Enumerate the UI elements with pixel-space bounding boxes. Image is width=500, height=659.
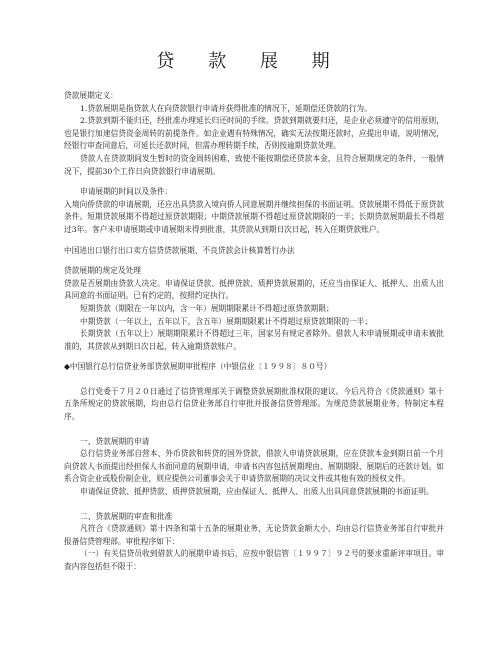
paragraph: 申请保证贷款、抵押贷款、质押贷款展期，应由保证人、抵押人、出质人出具同意贷款展期的书面证明。 — [80, 487, 434, 497]
paragraph: （一）有关信贷员收到借款人的展期申请书后，应按中银信管〔１９９７〕９２号的要求重新评审项目。审查内容包括但不限于： — [64, 549, 444, 571]
paragraph: 短期贷款（期限在一年以内，含一年）展期期限累计不得超过原贷款期限； — [80, 303, 334, 313]
section-heading: 贷款展期定义： — [64, 91, 118, 100]
paragraph: 凡符合《贷款通则》第十四条和第十五条的展期业务，无论贷款金额大小，均由总行信贷业务部自行审批并报备信贷管理部。审批程序如下： — [64, 524, 444, 546]
paragraph: 1.贷款展期是指贷款人在向贷款银行申请并获得批准的情况下，延期偿还贷款的行为。 — [80, 103, 372, 113]
section-heading: 申请展期的时间以及条件： — [80, 187, 173, 197]
document-title: 贷 款 展 期 — [156, 51, 344, 72]
procedure-title: ◆中国银行总行信贷业务部贷款展期审批程序（中银信业〔１９９８〕８０号） — [64, 362, 332, 372]
paragraph: 长期贷款（五年以上）展期期限累计不得超过三年，国家另有规定者除外。借款人未申请展期或申请未被批准的，其贷款从到期日次日起，转入逾期贷款账户。 — [64, 329, 444, 351]
paragraph: 2.贷款到期不能归还，经批准办理延长归还时间的手续。贷款到期就要归还，是企业必须遵守的信用原则，也是银行加速信贷资金周转的前提条件。如企业遇有特殊情况，确实无法按期还款时，应提出申请，说明情况，经银行审查同意后，可延长还款时间，但需办理转期手续，否则按逾期贷款处理。 — [64, 116, 444, 151]
paragraph: 中期贷款（一年以上，五年以下，含五年）展期期限累计不得超过原贷款期限的一半； — [80, 316, 373, 326]
section-heading: 贷款展期的规定及处理 — [64, 266, 141, 276]
paragraph: 贷款人在贷款期间发生暂时的资金周转困难，致使不能按期偿还贷款本金，且符合展期规定的条件，一般情况下，提前30个工作日向贷款银行申请展期。 — [64, 153, 444, 176]
paragraph: 贷款是否展期由贷款人决定。申请保证贷款、抵押贷款、质押贷款展期的，还应当由保证人、抵押人、出质人出具同意的书面证明。已有约定的，按照约定执行。 — [64, 278, 444, 301]
section-heading: 一、贷款展期的申请 — [80, 436, 150, 446]
section-heading: 二、贷款展期的审查和批准 — [80, 511, 173, 521]
paragraph: 入境向侨贷款的申请展期，还应出具贷款入境向侨人同意展期并继续担保的书面证明。贷款展期不得低于原贷款条件。短期贷款展期不得超过原贷款期限；中期贷款展期不得超过原贷款期限的一半；长期贷款展期最长不得超过3年。客户未申请展期或申请展期未得到批准，其贷款从到期日次日起，转入任期贷款账户。 — [64, 199, 444, 234]
regulation-title: 中国进出口银行出口卖方信贷贷款展期、不良贷款会计核算暂行办法 — [64, 245, 295, 255]
paragraph: 总行信贷业务部自营本、外币贷款和转贷的国外贷款，借款人申请贷款展期，应在贷款本金到期日前一个月向贷款人书面提出经担保人书面同意的展期申请，申请书内容包括展期理由、展期期限、展期后的还款计划。如系合资企业或股份制企业，则应提供公司董事会关于申请贷款展期的决议文件或其他有效的授权文件。 — [64, 449, 444, 484]
document-body — [64, 90, 444, 574]
paragraph: 总行党委于７月２０日通过了信贷管理部关于调整贷款展期批准权限的建议。今后凡符合《贷款通则》第十五条所规定的贷款展期，均由总行信贷业务部自行审批并报备信贷管理部。为规范贷款展期业务，特制定本程序。 — [64, 386, 444, 422]
